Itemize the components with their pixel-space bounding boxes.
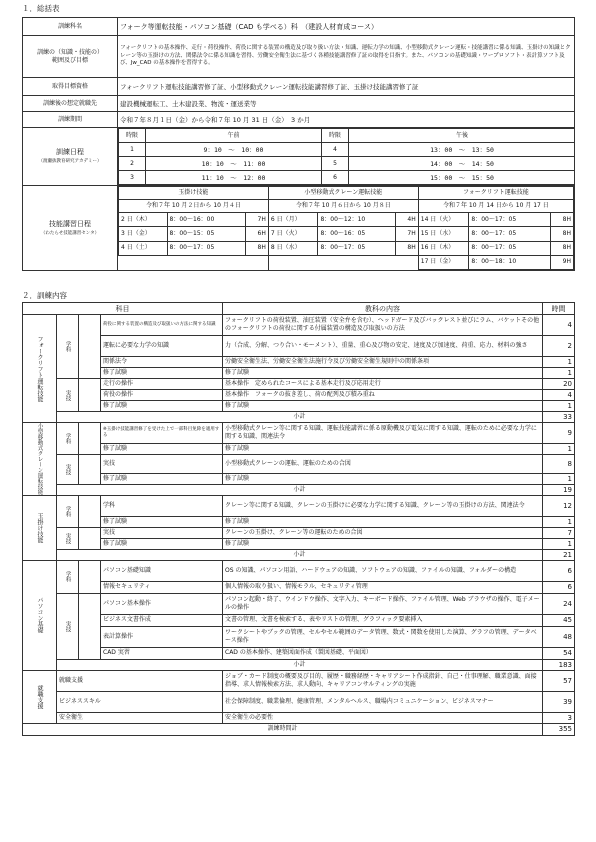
hours-cell: 1 [543, 444, 575, 455]
cert-text: フォークリフト運転技能講習修了証、小型移動式クレーン運転技能講習修了証、玉掛け技能講習修了証 [118, 78, 575, 96]
period-label: 訓練期間 [23, 112, 118, 128]
content-cell: CAD の基本操作、建築図面作成（製図基礎、平面図） [223, 647, 543, 659]
subject-cell: 修了試験 [101, 401, 223, 412]
content-cell: ジョブ・カード制度の概要及び目的、履歴・職務経歴・キャリアシート作成指針、自己・仕事理解、職業意識、面接指導、求人情報検索方法、求人動向、キャリアコンサルティングの実施 [223, 670, 543, 691]
tamakake-group: 玉掛け技能 [23, 495, 57, 560]
hours-cell: 54 [543, 647, 575, 659]
period-text: 令和７年８月１日（金）から令和７年 10 月 31 日（金） 3 か月 [118, 112, 575, 128]
support-group: 就職支援 [23, 670, 57, 723]
section2-title: ２．訓練内容 [22, 291, 67, 300]
hours-cell: 1 [543, 401, 575, 412]
total-hours: 355 [543, 723, 575, 735]
content-cell: 個人情報の取り扱い、情報モラル、セキュリティ管理 [223, 581, 543, 593]
content-cell: クレーンの玉掛け、クレーン等の運転のための合図 [223, 527, 543, 538]
schedule-sub: （渡瀬抜教育研究アカデミー） [38, 159, 102, 164]
subject-cell: 荷役の操作 [101, 390, 223, 401]
hours-cell: 6 [543, 560, 575, 581]
lecture-day: 17 日（金） [418, 255, 469, 269]
subject-cell: パソコン基本操作 [101, 593, 223, 614]
forklift-subtotal: 33 [543, 412, 575, 423]
content-cell: ワークシートやブックの管理、セルやセル範囲のデータ管理、数式・関数を使用した演算、グラフの管理、データベース操作 [223, 626, 543, 647]
header-hours: 時間 [543, 303, 575, 315]
subject-cell: 修了試験 [101, 473, 223, 484]
subject-cell: 安全衛生 [57, 712, 223, 723]
lecture-hours: 4H [395, 213, 418, 227]
lecture-day: 16 日（木） [418, 241, 469, 255]
lecture-hours: 9H [550, 255, 573, 269]
hours-cell: 48 [543, 626, 575, 647]
schedule-label-cell [23, 128, 118, 186]
content-cell: 社会保障制度、職業倫理、健康管理、メンタルヘルス、職場内コミュニケーション、ビジネスマナー [223, 691, 543, 712]
content-cell: 修了試験 [223, 473, 543, 484]
schedule-table [118, 128, 575, 185]
hours-cell: 45 [543, 614, 575, 626]
content-cell: 基本操作 定められたコースによる基本走行及び応用走行 [223, 379, 543, 390]
subject-cell: 運転に必要な力学の知識 [101, 336, 223, 357]
pm-no-2: 5 [322, 157, 349, 171]
content-cell: 労働安全衛生法、労働安全衛生法施行令及び労働安全衛生規則中の関係条項 [223, 357, 543, 368]
lecture-time: 8：00～16：05 [318, 227, 395, 241]
forklift-gaku-spacer [79, 315, 101, 379]
lecture-time: 8：00～15：05 [167, 227, 245, 241]
lecture-empty [268, 255, 418, 269]
crane-subtotal-label: 小計 [57, 484, 543, 495]
hours-cell: 20 [543, 379, 575, 390]
pm-no-3: 6 [322, 171, 349, 185]
tamakake-subtotal: 21 [543, 549, 575, 560]
lecture-day: 14 日（火） [418, 213, 469, 227]
header-content: 教科の内容 [223, 303, 543, 315]
content-cell: 安全衛生の必要性 [223, 712, 543, 723]
subject-cell: 就職支援 [57, 670, 223, 691]
lecture-table [118, 186, 574, 270]
crane-gaku-spacer [79, 423, 101, 455]
content-cell: 修了試験 [223, 516, 543, 527]
tamakake-jitsu-spacer [79, 527, 101, 549]
hours-cell: 3 [543, 712, 575, 723]
content-cell: 修了試験 [223, 444, 543, 455]
lecture-time: 8：00～17：05 [167, 241, 245, 255]
lecture-day: 8 日（水） [268, 241, 318, 255]
content-cell: 基本操作 フォークの抜き差し、荷の配列及び積み重ね [223, 390, 543, 401]
forklift-group: フォークリフト運転技能 [23, 315, 57, 423]
pc-jitsu-spacer [79, 593, 101, 659]
content-cell: 文書の管理、文書を検索する、表やリストの管理、グラフィック要素挿入 [223, 614, 543, 626]
lecture-hours: 7H [395, 227, 418, 241]
lecture-hours: 8H [550, 241, 573, 255]
subject-cell: 修了試験 [101, 538, 223, 549]
lecture-forklift-range: 令和７年 10 月 14 日から 10 月 17 日 [418, 200, 573, 213]
lecture-day: 4 日（土） [119, 241, 168, 255]
pm-header: 午後 [349, 129, 575, 143]
lecture-sub: （わたらせ技能講習センタ） [40, 230, 100, 236]
am-time-3: 11：10 ～ 12：00 [146, 171, 322, 185]
lecture-day: 2 日（木） [119, 213, 168, 227]
pc-gaku: 学科 [57, 560, 79, 593]
pm-time-2: 14：00 ～ 14：50 [349, 157, 575, 171]
content-table [22, 302, 575, 736]
hours-cell: 1 [543, 538, 575, 549]
pm-period-header: 時限 [322, 129, 349, 143]
pm-time-3: 15：00 ～ 15：50 [349, 171, 575, 185]
goal-label [23, 36, 118, 78]
hours-cell: 1 [543, 357, 575, 368]
lecture-hours: 8H [245, 241, 268, 255]
content-cell: 修了試験 [223, 538, 543, 549]
am-no-3: 3 [119, 171, 146, 185]
lecture-day: 3 日（金） [119, 227, 168, 241]
am-time-2: 10：10 ～ 11：00 [146, 157, 322, 171]
content-cell: OS の知識、パソコン用語、ハードウェアの知識、ソフトウェアの知識、ファイルの知識、フォルダーの構造 [223, 560, 543, 581]
hours-cell: 1 [543, 368, 575, 379]
am-header: 午前 [146, 129, 322, 143]
hours-cell: 8 [543, 455, 575, 474]
am-no-2: 2 [119, 157, 146, 171]
hours-cell: 57 [543, 670, 575, 691]
job-text: 建設機械運転工、土木建設業、物流・運送業等 [118, 96, 575, 112]
tamakake-gaku: 学科 [57, 495, 79, 527]
subject-cell: 修了試験 [101, 444, 223, 455]
lecture-hours: 8H [395, 241, 418, 255]
subject-cell: 関係法令 [101, 357, 223, 368]
lecture-day: 6 日（月） [268, 213, 318, 227]
subject-cell: 修了試験 [101, 516, 223, 527]
crane-group: 小型移動式クレーン運転技能 [23, 423, 57, 496]
crane-subtotal: 19 [543, 484, 575, 495]
lecture-time: 8：00～17：05 [469, 241, 550, 255]
pc-group: パソコン基礎 [23, 560, 57, 670]
hours-cell: 6 [543, 581, 575, 593]
lecture-day: 7 日（火） [268, 227, 318, 241]
am-period-header: 時限 [119, 129, 146, 143]
goal-label-1: 訓練の（知識・技能の） [36, 48, 103, 56]
goal-label-2: 範囲及び目標 [51, 56, 88, 64]
content-cell: 小型移動式クレーンの運転、運転のための合図 [223, 455, 543, 474]
content-cell: 修了試験 [223, 368, 543, 379]
am-time-1: 9：10 ～ 10：00 [146, 143, 322, 157]
content-cell: クレーン等に関する知識、クレーンの玉掛けに必要な力学に関する知識、クレーン等の玉掛けの方法、関連法令 [223, 495, 543, 516]
pc-subtotal: 183 [543, 659, 575, 670]
forklift-gaku: 学科 [57, 315, 79, 379]
pc-gaku-spacer [79, 560, 101, 593]
pm-no-1: 4 [322, 143, 349, 157]
lecture-label-cell [23, 186, 118, 271]
subject-cell: パソコン基礎知識 [101, 560, 223, 581]
lecture-tamakake-name: 玉掛け技能 [119, 187, 269, 200]
hours-cell: 24 [543, 593, 575, 614]
content-cell: フォークリフトの荷役装置、油圧装置（安全弁を含む）、ヘッドガード及びバックレスト並びにラム、バケットその他のフォークリフトの荷役に関する付属装置の構造及び取扱いの方法 [223, 315, 543, 336]
forklift-jitsu: 実技 [57, 379, 79, 412]
subject-cell: ビジネス文書作成 [101, 614, 223, 626]
content-cell: 力（合成、分解、つり合い・モーメント）、重量、重心及び物の安定、速度及び加速度、荷重、応力、材料の強さ [223, 336, 543, 357]
hours-cell: 4 [543, 315, 575, 336]
subject-cell: CAD 実習 [101, 647, 223, 659]
forklift-subtotal-label: 小計 [57, 412, 543, 423]
lecture-label: 技能講習日程 [49, 219, 91, 228]
subject-cell: ※玉掛け技能講習修了を受けた上で一部科目免除を適用する [101, 423, 223, 444]
subject-cell: ビジネススキル [57, 691, 223, 712]
lecture-time: 8：00～17：05 [469, 227, 550, 241]
subject-cell: 実技 [101, 455, 223, 474]
crane-jitsu: 実技 [57, 455, 79, 485]
subject-cell: 走行の操作 [101, 379, 223, 390]
lecture-hours: 8H [550, 213, 573, 227]
schedule-label: 訓練日程 [56, 148, 84, 156]
hours-cell: 1 [543, 473, 575, 484]
course-name: フォーク等運転技能・パソコン基礎（CAD も学べる）科 （建設人材育成コース） [118, 18, 575, 36]
tamakake-subtotal-label: 小計 [57, 549, 543, 560]
lecture-tamakake-range: 令和７年 10 月２日から 10 月４日 [119, 200, 269, 213]
summary-table [22, 17, 575, 271]
hours-cell: 9 [543, 423, 575, 444]
pc-subtotal-label: 小計 [57, 659, 543, 670]
content-cell: 修了試験 [223, 401, 543, 412]
subject-cell: 情報セキュリティ [101, 581, 223, 593]
crane-jitsu-spacer [79, 455, 101, 485]
lecture-hours: 7H [245, 213, 268, 227]
content-cell: パソコン起動・終了、ウインドウ操作、文字入力、キーボード操作、ファイル管理、Web ブラウザの操作、電子メールの操作 [223, 593, 543, 614]
course-name-label: 訓練科名 [23, 18, 118, 36]
am-no-1: 1 [119, 143, 146, 157]
lecture-time: 8：00～17：05 [318, 241, 395, 255]
lecture-crane-range: 令和７年 10 月６日から 10 月８日 [268, 200, 418, 213]
goal-text: フォークリフトの基本操作、走行・荷役操作、荷役に関する装置の構造及び取り扱い方法・知識、運転力学の知識、小型移動式クレーン運転・技能講習に係る知識、玉掛けの知識とクレーン等の玉掛けの方法、関係法令に係る知識を習得、労働安全衛生法に基づく各種技能講習修了証の取得を目指す。また、パソコンの基礎知識・ワープロソフト・表計算ソフト及び、Jw_CAD の基本操作を習得する。 [118, 36, 575, 78]
subject-cell: 実技 [101, 527, 223, 538]
section1-title: １．総括表 [22, 4, 60, 13]
hours-cell: 1 [543, 516, 575, 527]
hours-cell: 2 [543, 336, 575, 357]
lecture-hours: 8H [550, 227, 573, 241]
tamakake-gaku-spacer [79, 495, 101, 527]
lecture-time: 8：00～16：00 [167, 213, 245, 227]
lecture-crane-name: 小型移動式クレーン運転技能 [268, 187, 418, 200]
schedule-cell [118, 128, 575, 186]
cert-label: 取得目標資格 [23, 78, 118, 96]
pc-jitsu: 実技 [57, 593, 79, 659]
job-label: 訓練後の想定就職先 [23, 96, 118, 112]
total-label: 訓練時間計 [23, 723, 543, 735]
lecture-time: 8：00～17：05 [469, 213, 550, 227]
hours-cell: 4 [543, 390, 575, 401]
subject-cell: 修了試験 [101, 368, 223, 379]
crane-gaku: 学科 [57, 423, 79, 455]
tamakake-jitsu: 実技 [57, 527, 79, 549]
hours-cell: 12 [543, 495, 575, 516]
lecture-forklift-name: フォークリフト運転技能 [418, 187, 573, 200]
lecture-day: 15 日（水） [418, 227, 469, 241]
subject-cell: 荷役に関する装置の構造及び取扱いの方法に関する知識 [101, 315, 223, 336]
hours-cell: 7 [543, 527, 575, 538]
lecture-time: 8：00～18：10 [469, 255, 550, 269]
forklift-jitsu-spacer [79, 379, 101, 412]
subject-cell: 表計算操作 [101, 626, 223, 647]
pm-time-1: 13：00 ～ 13：50 [349, 143, 575, 157]
hours-cell: 39 [543, 691, 575, 712]
content-cell: 小型移動式クレーン等に関する知識、運転技能講習に係る原動機及び電気に関する知識、運転のために必要な力学に関する知識、関連法令 [223, 423, 543, 444]
lecture-time: 8：00～12：10 [318, 213, 395, 227]
lecture-empty [119, 255, 269, 269]
subject-cell: 学科 [101, 495, 223, 516]
lecture-hours: 6H [245, 227, 268, 241]
header-subject: 科目 [23, 303, 223, 315]
lecture-cell [118, 186, 575, 271]
